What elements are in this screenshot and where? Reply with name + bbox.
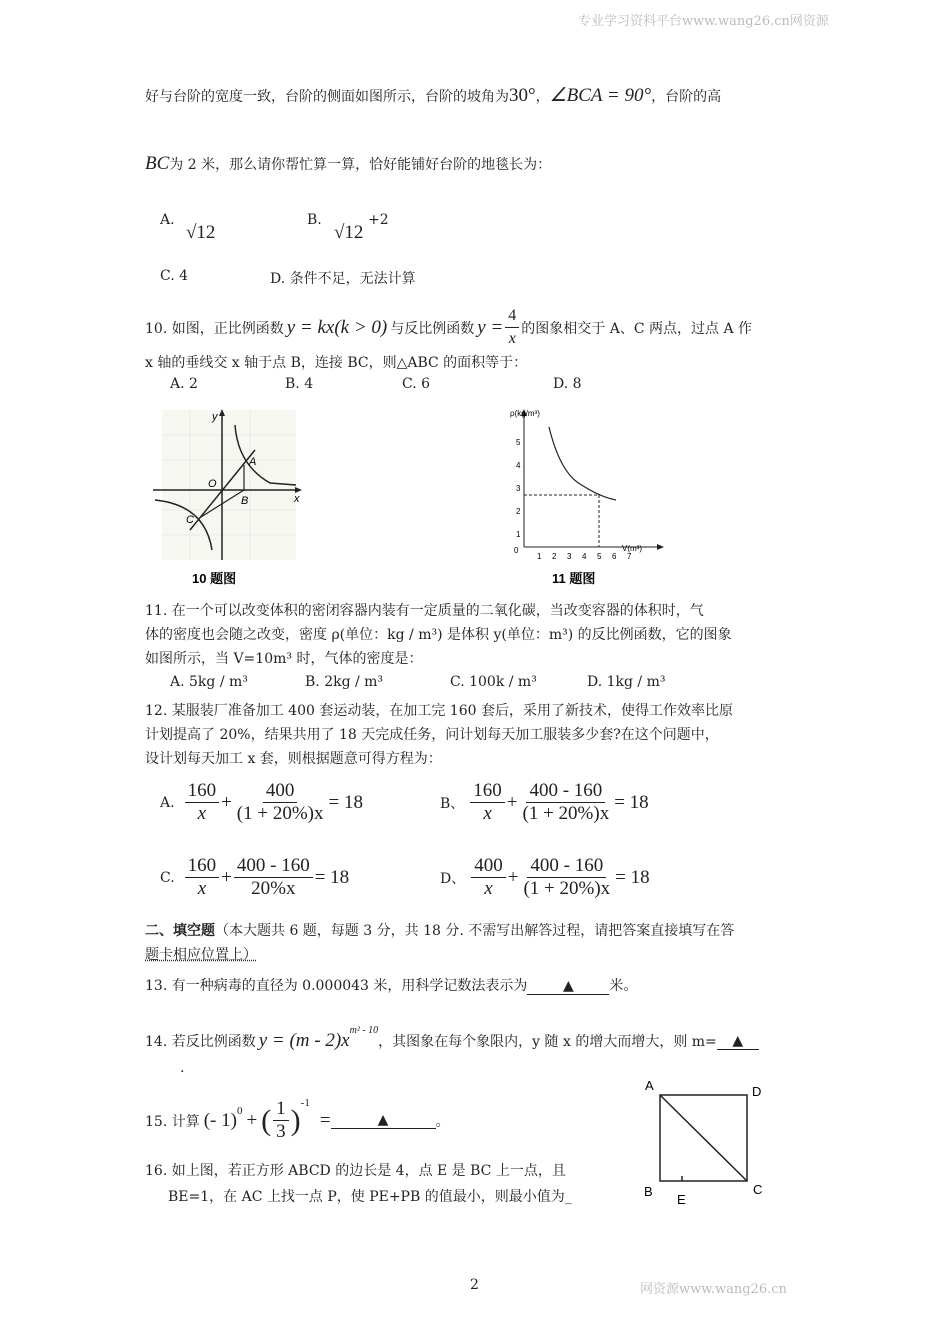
q11-line1: 11. 在一个可以改变体积的密闭容器内装有一定质量的二氧化碳，当改变容器的体积时，气 (145, 603, 704, 619)
q9-bc: BC (145, 153, 170, 174)
q12-a-n1: 160 (185, 780, 220, 803)
q12-option-c (160, 855, 349, 900)
section2-line2: 题卡相应位置上） (145, 947, 257, 963)
q10-fraction (505, 305, 519, 350)
q10-line1 (145, 305, 752, 350)
q16-line1: 16. 如上图，若正方形 ABCD 的边长是 4，点 E 是 BC 上一点，且 (145, 1163, 566, 1179)
q15-rparen: ) (290, 1103, 301, 1137)
fig11-y-ticks (516, 438, 521, 539)
q9-angle-bca: ∠BCA = 90° (549, 85, 652, 106)
q13-answer-blank: ▲ (527, 978, 609, 995)
q15-pre: 15. 计算 (145, 1113, 200, 1130)
fig11-x-label: V(m³) (622, 544, 642, 553)
q10-formula2: y = (477, 316, 504, 338)
q15-num: 1 (273, 1098, 289, 1121)
fig11-ytick-3: 3 (516, 484, 521, 493)
q12-d-label: D、 (440, 870, 466, 887)
q14-post: ，其图象在每个象限内，y 随 x 的增大而增大，则 m= (378, 1034, 717, 1050)
q12-a-n2: 400 (263, 780, 298, 803)
q15-exp: -1 (300, 1096, 310, 1109)
q12-d-frac1 (471, 855, 506, 900)
q14 (145, 1024, 759, 1052)
q15-answer-blank: ▲ (331, 1112, 436, 1129)
q10-frac-num: 4 (505, 305, 519, 328)
q14-formula: y = (m - 2)x (258, 1030, 350, 1051)
q10-post: 的图象相交于 A、C 两点，过点 A 作 (521, 320, 752, 337)
q15-exp0: 0 (236, 1104, 243, 1117)
label-d: D (752, 1084, 762, 1099)
q10-mid: 与反比例函数 (390, 320, 475, 337)
label-e: E (677, 1192, 686, 1207)
fig10-label-y: y (212, 411, 218, 423)
q15-suffix: 。 (435, 1113, 450, 1130)
q15-plus: + (246, 1109, 258, 1131)
q9-sep: ， (535, 89, 550, 105)
q12-c-rhs: = 18 (314, 866, 350, 888)
q12-c-n2: 400 - 160 (234, 855, 313, 878)
figure-10 (150, 405, 310, 590)
q12-option-d (440, 855, 650, 900)
q12-d-d2: (1 + 20%)x (523, 878, 611, 899)
q9-line2 (145, 153, 551, 175)
q12-b-plus: + (506, 791, 518, 813)
q9-line1 (145, 84, 721, 107)
fig10-background (162, 410, 296, 560)
fig11-curve (549, 427, 616, 500)
q10-option-c: C. 6 (402, 376, 431, 392)
fig11-x-ticks (537, 552, 632, 561)
fig11-xtick-3: 3 (567, 552, 572, 561)
fig11-ytick-4: 4 (516, 461, 521, 470)
q11-option-b: B. 2kg / m³ (305, 674, 384, 690)
q12-c-frac1 (185, 855, 220, 900)
q15-eq: = (319, 1109, 331, 1131)
q11-option-d: D. 1kg / m³ (587, 674, 666, 690)
q12-c-plus: + (221, 866, 232, 888)
label-c: C (753, 1182, 763, 1197)
q11-line3: 如图所示，当 V=10m³ 时，气体的密度是： (145, 651, 423, 667)
q9-text-a: 好与台阶的宽度一致，台阶的侧面如图所示，台阶的坡角为 (145, 89, 509, 105)
q12-b-n1: 160 (470, 780, 505, 803)
q14-dot: . (180, 1060, 185, 1076)
q12-d-plus: + (507, 866, 519, 888)
section2-title: 二、填空题 (145, 923, 215, 939)
q9-option-c: C. 4 (160, 268, 189, 284)
q10-formula1: y = kx(k > 0) (286, 316, 388, 338)
q12-a-frac1 (185, 780, 220, 825)
page-header: 专业学习资料平台www.wang26.cn网资源 (578, 14, 829, 29)
fig11-xtick-1: 1 (537, 552, 542, 561)
q12-d-d1: x (484, 878, 493, 899)
q13-suffix: 米。 (609, 978, 638, 994)
label-b: B (644, 1184, 653, 1199)
diagonal-ac (660, 1095, 747, 1181)
figure-16-square (640, 1072, 780, 1212)
q12-b-d1: x (483, 803, 492, 824)
q11-option-c: C. 100k / m³ (450, 674, 537, 690)
q12-c-n1: 160 (185, 855, 220, 878)
q9-option-b-label: B. (307, 212, 322, 228)
q12-d-n1: 400 (471, 855, 506, 878)
q12-b-n2: 400 - 160 (526, 780, 605, 803)
fig10-label-b: B (241, 495, 249, 507)
fig10-label-a: A (249, 456, 257, 468)
q14-answer-blank: ▲ (717, 1033, 759, 1050)
fig10-label-x: x (294, 493, 300, 505)
q12-c-d1: x (197, 878, 207, 899)
fig11-xtick-4: 4 (582, 552, 587, 561)
q13 (145, 975, 637, 995)
fig11-xtick-7: 7 (627, 552, 632, 561)
q12-c-d2: 20%x (251, 878, 296, 899)
q12-b-frac1 (470, 780, 505, 825)
q12-line2: 计划提高了 20%，结果共用了 18 天完成任务，问计划每天加工服装多少套?在这个问题中， (145, 727, 719, 743)
q12-b-rhs: = 18 (614, 791, 649, 813)
section2-line1 (145, 920, 734, 940)
q12-a-frac2 (234, 780, 327, 825)
q12-option-b (440, 780, 649, 825)
q12-a-plus: + (221, 791, 232, 813)
q12-d-frac2 (520, 855, 613, 900)
q15-fraction (273, 1098, 289, 1143)
q12-option-a (160, 780, 363, 825)
q12-c-label: C. (160, 869, 175, 886)
q9-angle: 30° (509, 85, 536, 106)
q12-d-rhs: = 18 (615, 866, 650, 888)
fig11-xtick-5: 5 (597, 552, 602, 561)
figure-11 (500, 402, 680, 590)
q12-a-d2: (1 + 20%)x (236, 803, 324, 824)
fig11-ytick-5: 5 (516, 438, 521, 447)
q12-a-rhs: = 18 (328, 791, 363, 813)
q12-line3: 设计划每天加工 x 套，则根据题意可得方程为： (145, 751, 442, 767)
q10-frac-den: x (508, 330, 516, 347)
q9-text-b: ，台阶的高 (651, 89, 722, 105)
q12-b-frac2 (520, 780, 613, 825)
q16-line2: BE=1，在 AC 上找一点 P，使 PE+PB 的值最小，则最小值为_ (168, 1189, 572, 1205)
q13-text: 13. 有一种病毒的直径为 0.000043 米，用科学记数法表示为 (145, 978, 528, 994)
fig11-xtick-6: 6 (612, 552, 617, 561)
q15-base: (- 1) (203, 1109, 237, 1131)
q11-option-a: A. 5kg / m³ (170, 674, 248, 690)
label-a: A (645, 1078, 654, 1093)
q10-pre: 10. 如图，正比例函数 (145, 320, 284, 337)
fig11-caption: 11 题图 (552, 571, 596, 586)
q14-pre: 14. 若反比例函数 (145, 1034, 256, 1050)
q9-option-b-value: √12 (334, 222, 364, 243)
q10-option-d: D. 8 (553, 376, 582, 392)
q9-option-b-suffix: +2 (368, 212, 389, 228)
q10-line2: x 轴的垂线交 x 轴于点 B，连接 BC，则△ABC 的面积等于： (145, 355, 528, 371)
q12-b-label: B、 (440, 795, 465, 812)
fig10-label-c: C (186, 514, 194, 526)
fig11-y-label: ρ(kg/m³) (510, 409, 540, 418)
q9-option-a-value: √12 (186, 222, 216, 243)
q12-line1: 12. 某服装厂准备加工 400 套运动装，在加工完 160 套后，采用了新技术，使得工作效率比原 (145, 703, 733, 719)
q12-a-d1: x (197, 803, 207, 824)
fig11-ytick-1: 1 (516, 530, 521, 539)
q10-option-a: A. 2 (170, 376, 198, 392)
q15 (145, 1098, 450, 1143)
fig11-ytick-2: 2 (516, 507, 521, 516)
fig11-x-arrow (657, 544, 664, 550)
section2-desc: （本大题共 6 题，每题 3 分，共 18 分. 不需写出解答过程，请把答案直接填写在答 (215, 923, 735, 939)
q14-exponent: m² - 10 (349, 1024, 379, 1036)
q9-option-d: D. 条件不足，无法计算 (270, 271, 416, 287)
fig11-xtick-2: 2 (552, 552, 557, 561)
q9-option-a-label: A. (160, 212, 175, 228)
q9-line2-text: 为 2 米，那么请你帮忙算一算，恰好能铺好台阶的地毯长为： (169, 157, 552, 173)
q10-option-b: B. 4 (285, 376, 314, 392)
page-number: 2 (470, 1277, 479, 1293)
fig11-origin: 0 (514, 546, 519, 555)
q15-den: 3 (276, 1121, 286, 1142)
q12-b-d2: (1 + 20%)x (522, 803, 610, 824)
fig10-label-o: O (208, 478, 217, 490)
q12-a-label: A. (160, 794, 175, 811)
q12-d-n2: 400 - 160 (527, 855, 606, 878)
fig10-caption: 10 题图 (192, 571, 237, 586)
footer-site: 网资源www.wang26.cn (640, 1282, 787, 1297)
q12-c-frac2 (234, 855, 313, 900)
q11-line2: 体的密度也会随之改变，密度 ρ(单位：kg / m³) 是体积 y(单位：m³) 的反比例函数，它的图象 (145, 627, 732, 643)
q15-lparen: ( (261, 1103, 272, 1137)
